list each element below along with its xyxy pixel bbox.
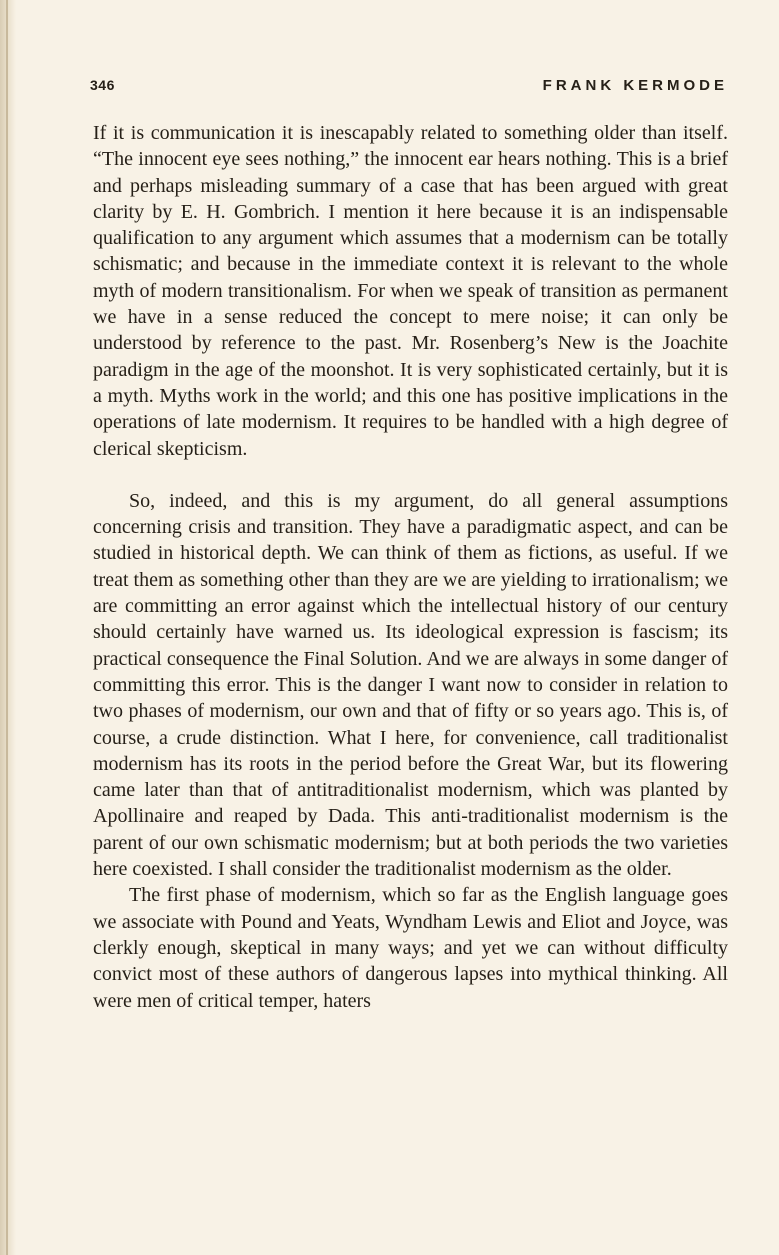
- body-text: [93, 120, 728, 1014]
- page-gutter-shadow: [0, 0, 16, 1255]
- running-head-author: FRANK KERMODE: [542, 77, 728, 94]
- paragraph-2: So, indeed, and this is my argument, do all general assumptions concerning crisis and transition. They have a paradigmatic aspect, and can be studied in historical depth. We can think of them as fictions, as useful. If we treat them as something other than they are we are yielding to irrationalism; we are committing an error against which the intellectual history of our century should certainly have warned us. Its ideological expression is fascism; its practical consequence the Final Solution. And we are always in some danger of committing this error. This is the danger I want now to consider in relation to two phases of modernism, our own and that of fifty or so years ago. This is, of course, a crude distinction. What I here, for convenience, call traditionalist modernism has its roots in the period before the Great War, but its flowering came later than that of antitraditionalist modernism, which was planted by Apollinaire and reaped by Dada. This anti-traditionalist modernism is the parent of our own schismatic modernism; but at both periods the two varieties here coexisted. I shall consider the traditionalist modernism as the older.: [93, 489, 728, 881]
- page-header: [90, 77, 728, 99]
- paragraph-3: The first phase of modernism, which so far as the English language goes we associate with Pound and Yeats, Wyndham Lewis and Eliot and Joyce, was clerkly enough, skeptical in many ways; and yet we can without difficulty convict most of these authors of dangerous lapses into mythical thinking. All were men of critical temper, haters: [93, 884, 728, 1012]
- page-number: 346: [90, 77, 115, 93]
- paragraph-1: If it is communication it is inescapably related to something older than itself. “The innocent eye sees nothing,” the innocent ear hears nothing. This is a brief and perhaps misleading summary of a case that has been argued with great clarity by E. H. Gombrich. I mention it here because it is an indispensable qualification to any argument which assumes that a modernism can be totally schismatic; and because in the immediate context it is relevant to the whole myth of modern transitionalism. For when we speak of transition as permanent we have in a sense reduced the concept to mere noise; it can only be understood by reference to the past. Mr. Rosenberg’s New is the Joachite paradigm in the age of the moonshot. It is very sophisticated certainly, but it is a myth. Myths work in the world; and this one has positive implications in the operations of late modernism. It requires to be handled with a high degree of clerical skepticism.: [93, 122, 728, 460]
- binding-edge: [6, 0, 8, 1255]
